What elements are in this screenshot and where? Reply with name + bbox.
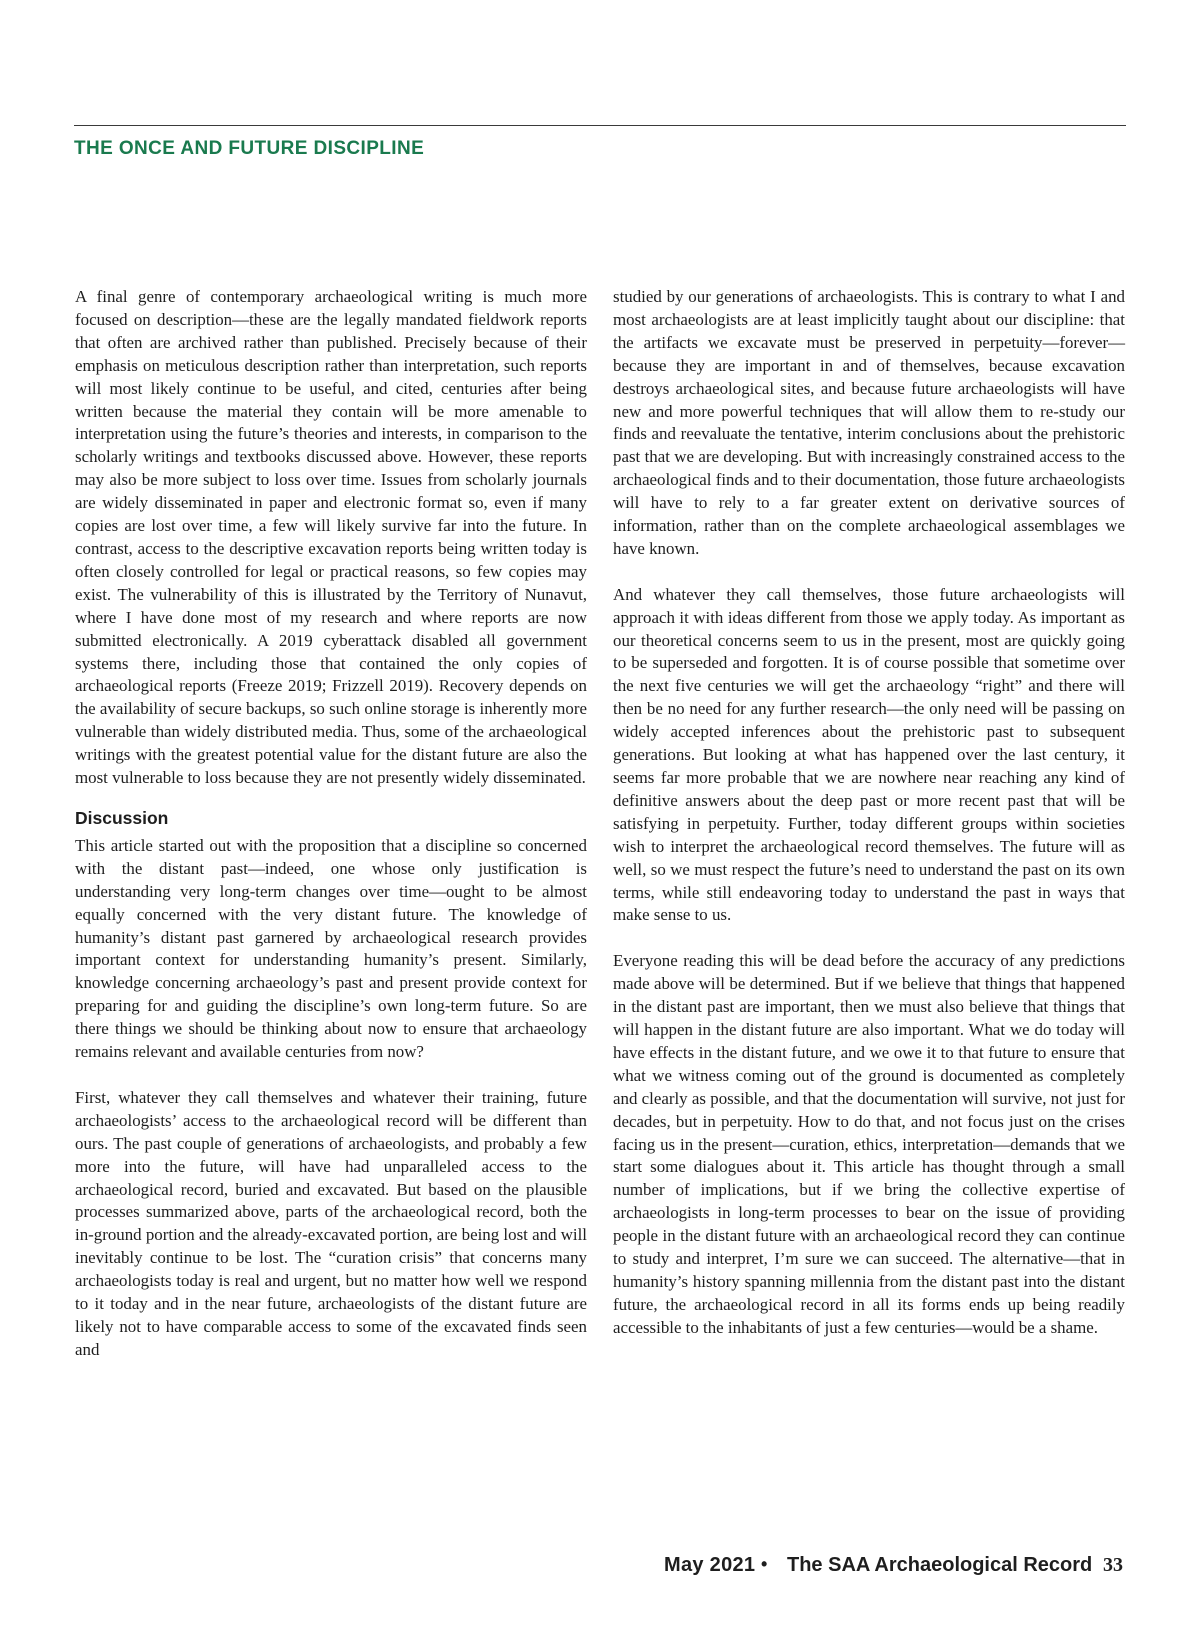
body-paragraph: First, whatever they call themselves and whatever their training, future archaeologists’ access to the archaeological record will be different than ours. The past couple of generations of archaeologists, and probably a few more into the future, will have had unparalleled access to the archaeological record, buried and excavated. But based on the plausible processes summarized above, parts of the archaeological record, both the in-ground portion and the already-excavated portion, are being lost and will inevitably continue to be lost. The “curation crisis” that concerns many archaeologists today is real and urgent, but no matter how well we respond to it today and in the near future, archaeologists of the distant future are likely not to have comparable access to some of the excavated finds seen and <box>75 1087 587 1359</box>
body-paragraph: This article started out with the proposition that a discipline so concerned with the distant past—indeed, one whose only justification is understanding very long-term changes over time—ought to be almost equally concerned with the very distant future. The knowledge of humanity’s distant past garnered by archaeological research provides important context for understanding humanity’s present. Similarly, knowledge concerning archaeology’s past and present provide context for preparing for and guiding the discipline’s own long-term future. So are there things we should be thinking about now to ensure that archaeology remains relevant and available centuries from now? <box>75 835 587 1062</box>
header-rule <box>74 125 1126 126</box>
footer-journal-title: The SAA Archaeological Record <box>787 1554 1093 1576</box>
body-paragraph: A final genre of contemporary archaeological writing is much more focused on description—these are the legally mandated fieldwork reports that often are archived rather than published. Precisely because of their emphasis on meticulous description rather than interpretation, such reports will most likely continue to be useful, and cited, centuries after being written because the material they contain will be more amenable to interpretation using the future’s theories and interests, in comparison to the scholarly writings and textbooks discussed above. However, these reports may also be more subject to loss over time. Issues from scholarly journals are widely disseminated in paper and electronic format so, even if many copies are lost over time, a few will likely survive far into the future. In contrast, access to the descriptive excavation reports being written today is often closely controlled for legal or practical reasons, so few copies may exist. The vulnerability of this is illustrated by the Territory of Nunavut, where I have done most of my research and where reports are now submitted electronically. A 2019 cyberattack disabled all government systems there, including those that contained the only copies of archaeological reports (Freeze 2019; Frizzell 2019). Recovery depends on the availability of secure backups, so such online storage is inherently more vulnerable than widely distributed media. Thus, some of the archaeological writings with the greatest potential value for the distant future are also the most vulnerable to loss because they are not presently widely disseminated. <box>75 287 587 788</box>
footer-bullet: • <box>761 1554 768 1574</box>
body-paragraph: And whatever they call themselves, those future archaeologists will approach it with ideas different from those we apply today. As important as our theoretical concerns seem to us in the present, most are quickly going to be superseded and forgotten. It is of course possible that sometime over the next five centuries we will get the archaeology “right” and there will then be no need for any further research—the only need will be passing on widely accepted inferences about the prehistoric past to subsequent generations. But looking at what has happened over the last century, it seems far more probable that we are nowhere near reaching any kind of definitive answers about the deep past or more recent past that will be satisfying in perpetuity. Further, today different groups within societies wish to interpret the archaeological record themselves. The future will as well, so we must respect the future’s need to understand the past on its own terms, while still endeavoring today to understand the past in ways that make sense to us. <box>613 584 1125 925</box>
page-footer <box>0 1554 1200 1584</box>
page-number: 33 <box>1103 1554 1123 1576</box>
body-paragraph: Everyone reading this will be dead before the accuracy of any predictions made above will be determined. But if we believe that things that happened in the distant past are important, then we must also believe that things that will happen in the distant future are also important. What we do today will have effects in the distant future, and we owe it to that future to ensure that what we witness coming out of the ground is documented as completely and clearly as possible, and that the documentation will survive, not just for decades, but in perpetuity. How to do that, and not focus just on the crises facing us in the present—curation, ethics, interpretation—demands that we start some dialogues about it. This article has thought through a small number of implications, but if we bring the collective expertise of archaeologists in long-term processes to bear on the issue of providing people in the distant future with an archaeological record they can continue to study and interpret, I’m sure we can succeed. The alternative—that in humanity’s history spanning millennia from the distant past into the distant future, the archaeological record in all its forms ends up being readily accessible to the inhabitants of just a few centuries—would be a shame. <box>613 951 1125 1337</box>
discussion-heading: Discussion <box>75 807 169 828</box>
section-title: THE ONCE AND FUTURE DISCIPLINE <box>74 138 425 159</box>
left-column <box>75 286 587 1362</box>
footer-issue-date: May 2021 <box>664 1554 756 1576</box>
body-paragraph: studied by our generations of archaeologists. This is contrary to what I and most archaeologists are at least implicitly taught about our discipline: that the artifacts we excavate must be preserved in perpetuity—forever—because they are important in and of themselves, because excavation destroys archaeological sites, and because future archaeologists will have new and more powerful techniques that will allow them to re-study our finds and reevaluate the tentative, interim conclusions about the prehistoric past that we are developing. But with increasingly constrained access to the archaeological finds and to their documentation, those future archaeologists will have to rely to a far greater extent on derivative sources of information, rather than on the complete archaeological assemblages we have known. <box>613 287 1125 558</box>
right-column <box>613 286 1125 1340</box>
